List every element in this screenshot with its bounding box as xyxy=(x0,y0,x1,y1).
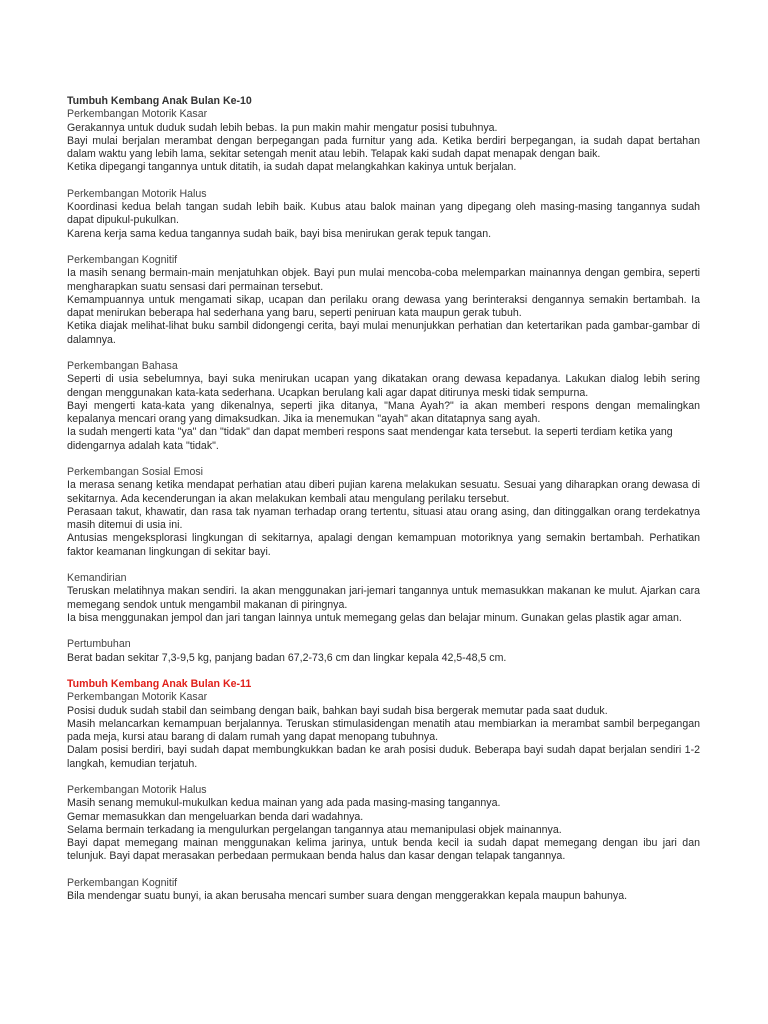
paragraph: Dalam posisi berdiri, bayi sudah dapat membungkukkan badan ke arah posisi duduk. Beberapa bayi sudah dapat berjalan sendiri 1-2 langkah, kemudian terjatuh. xyxy=(67,744,700,770)
paragraph: Teruskan melatihnya makan sendiri. Ia akan menggunakan jari-jemari tangannya untuk memasukkan makanan ke mulut. Ajarkan cara memegang sendok untuk mengambil makanan di piringnya. xyxy=(67,585,700,611)
spacer xyxy=(67,347,700,360)
paragraph: Ketika dipegangi tangannya untuk ditatih, ia sudah dapat melangkahkan kakinya untuk berjalan. xyxy=(67,161,517,174)
paragraph: Posisi duduk sudah stabil dan seimbang dengan baik, bahkan bayi sudah bisa bergerak memutar pada saat duduk. xyxy=(67,704,608,717)
spacer xyxy=(67,175,700,188)
spacer xyxy=(67,665,700,678)
heading-sosial-emosi: Perkembangan Sosial Emosi xyxy=(67,466,204,478)
paragraph: Antusias mengeksplorasi lingkungan di sekitarnya, apalagi dengan kemampuan motoriknya yang semakin bertambah. Perhatikan faktor keamanan lingkungan di sekitar bayi. xyxy=(67,532,700,558)
spacer xyxy=(67,559,700,572)
spacer xyxy=(67,241,700,254)
paragraph: Gerakannya untuk duduk sudah lebih bebas. Ia pun makin mahir mengatur posisi tubuhnya. xyxy=(67,121,498,134)
paragraph: Masih senang memukul-mukulkan kedua mainan yang ada pada masing-masing tangannya. xyxy=(67,797,501,810)
paragraph: Bayi dapat memegang mainan menggunakan kelima jarinya, untuk benda kecil ia sudah dapat memegang dengan ibu jari dan telunjuk. Bayi dapat merasakan perbedaan permukaan benda halus dan kasar dengan telapak tangannya. xyxy=(67,837,700,863)
heading-bahasa: Perkembangan Bahasa xyxy=(67,360,178,372)
paragraph: Ia sudah mengerti kata "ya" dan "tidak" dan dapat memberi respons saat mendengar kata tersebut. Ia seperti terdiam ketika yang didengarnya adalah kata "tidak". xyxy=(67,426,673,452)
section-title-month-10: Tumbuh Kembang Anak Bulan Ke-10 xyxy=(67,95,252,107)
paragraph: Bayi mulai berjalan merambat dengan berpegangan pada furnitur yang ada. Ketika berdiri berpegangan, ia sudah dapat bertahan dalam waktu yang lebih lama, sekitar setengah menit atau lebih. Telapak kaki sudah dapat menapak dengan baik. xyxy=(67,134,700,160)
heading-motorik-kasar: Perkembangan Motorik Kasar xyxy=(67,691,208,704)
spacer xyxy=(67,625,700,638)
paragraph: Ia masih senang bermain-main menjatuhkan objek. Bayi pun mulai mencoba-coba melemparkan mainannya dengan gembira, seperti mengharapkan suatu sensasi dari permainan tersebut. xyxy=(67,267,700,293)
article-body xyxy=(67,95,700,903)
paragraph: Gemar memasukkan dan mengeluarkan benda dari wadahnya. xyxy=(67,810,364,823)
paragraph: Selama bermain terkadang ia mengulurkan pergelangan tangannya atau memanipulasi objek mainannya. xyxy=(67,823,562,836)
paragraph: Kemampuannya untuk mengamati sikap, ucapan dan perilaku orang dewasa yang berinteraksi dengannya semakin bertambah. Ia dapat menirukan beberapa hal sederhana yang baru, seperti peniruan kata maupun gerak tubuh. xyxy=(67,293,700,319)
paragraph: Bayi mengerti kata-kata yang dikenalnya, seperti jika ditanya, "Mana Ayah?" ia akan memberi respons dengan memalingkan kepalanya mencari orang yang dimaksudkan. Jika ia menemukan "ayah" akan ditatapnya sang ayah. xyxy=(67,399,700,425)
heading-kognitif: Perkembangan Kognitif xyxy=(67,876,178,889)
heading-kemandirian: Kemandirian xyxy=(67,572,127,584)
paragraph: Perasaan takut, khawatir, dan rasa tak nyaman terhadap orang tertentu, situasi atau orang asing, dan ditinggalkan orang terdekatnya masih ditemui di usia ini. xyxy=(67,505,700,531)
paragraph: Koordinasi kedua belah tangan sudah lebih baik. Kubus atau balok mainan yang dipegang oleh masing-masing tangannya sudah dapat dipukul-pukulkan. xyxy=(67,201,700,227)
heading-motorik-halus: Perkembangan Motorik Halus xyxy=(67,784,207,796)
spacer xyxy=(67,864,700,877)
paragraph: Masih melancarkan kemampuan berjalannya. Teruskan stimulasidengan menatih atau membiarkan ia merambat sambil berpegangan pada meja, kursi atau barang di dalam rumah yang dapat menopang tubuhnya. xyxy=(67,717,700,743)
spacer xyxy=(67,453,700,466)
spacer xyxy=(67,771,700,784)
paragraph: Seperti di usia sebelumnya, bayi suka menirukan ucapan yang dikatakan orang dewasa kepadanya. Lakukan dialog lebih sering dengan menggunakan kata-kata sederhana. Ucapkan berulang kali agar dapat ditirunya meski tidak sempurna. xyxy=(67,373,700,399)
paragraph: Berat badan sekitar 7,3-9,5 kg, panjang badan 67,2-73,6 cm dan lingkar kepala 42,5-48,5 cm. xyxy=(67,651,507,664)
heading-motorik-kasar: Perkembangan Motorik Kasar xyxy=(67,108,208,121)
paragraph: Ia merasa senang ketika mendapat perhatian atau diberi pujian karena melakukan sesuatu. Sesuai yang diharapkan orang dewasa di sekitarnya. Ada kecenderungan ia akan melakukan kembali atau mengulang perilaku tersebut. xyxy=(67,479,700,505)
paragraph: Karena kerja sama kedua tangannya sudah baik, bayi bisa menirukan gerak tepuk tangan. xyxy=(67,227,492,240)
heading-motorik-halus: Perkembangan Motorik Halus xyxy=(67,187,207,200)
section-title-month-11: Tumbuh Kembang Anak Bulan Ke-11 xyxy=(67,678,252,690)
paragraph: Ketika diajak melihat-lihat buku sambil didongengi cerita, bayi mulai menunjukkan perhatian dan ketertarikan pada gambar-gambar di dalamnya. xyxy=(67,320,700,346)
paragraph: Bila mendengar suatu bunyi, ia akan berusaha mencari sumber suara dengan menggerakkan kepala maupun bahunya. xyxy=(67,890,628,902)
heading-kognitif: Perkembangan Kognitif xyxy=(67,254,178,266)
paragraph: Ia bisa menggunakan jempol dan jari tangan lainnya untuk memegang gelas dan belajar minum. Gunakan gelas plastik agar aman. xyxy=(67,611,682,624)
heading-pertumbuhan: Pertumbuhan xyxy=(67,638,131,651)
